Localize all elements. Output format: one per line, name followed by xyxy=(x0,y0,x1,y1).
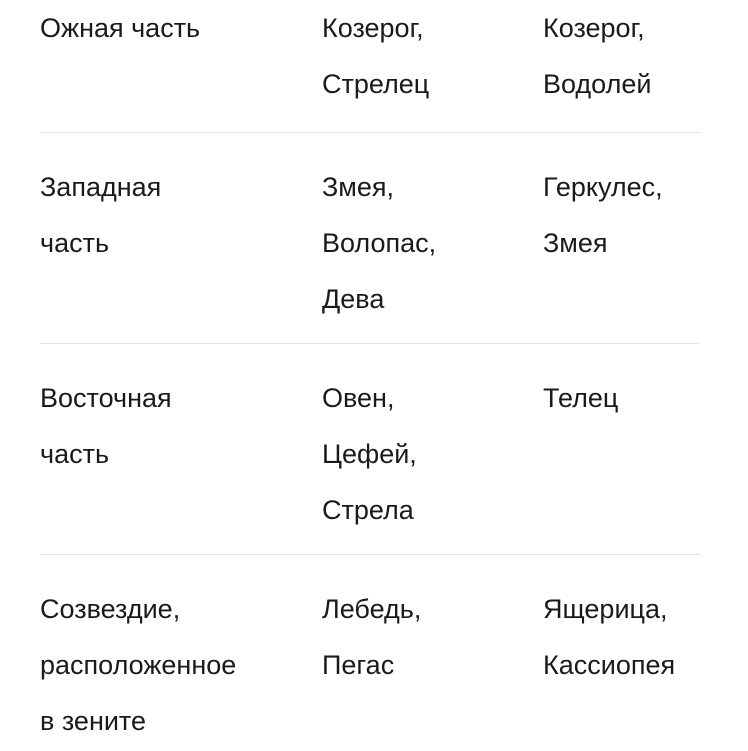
table-row xyxy=(40,343,700,554)
region-line: Западная xyxy=(40,172,162,202)
constellation-cell xyxy=(322,0,543,132)
cell-line: Стрелец xyxy=(322,69,430,99)
cell-line: Змея xyxy=(543,228,608,258)
region-line: часть xyxy=(40,228,110,258)
constellation-cell xyxy=(322,555,543,749)
cell-line: Телец xyxy=(543,383,619,413)
region-line: Ожная часть xyxy=(40,13,201,43)
table-row xyxy=(40,132,700,343)
cell-line: Пегас xyxy=(322,650,395,680)
region-line: часть xyxy=(40,439,110,469)
cell-line: Козерог, xyxy=(322,13,424,43)
region-line: Восточная xyxy=(40,383,172,413)
cell-line: Козерог, xyxy=(543,13,645,43)
cell-line: Ящерица, xyxy=(543,594,668,624)
region-cell xyxy=(40,0,322,132)
cell-line: Кассиопея xyxy=(543,650,676,680)
region-line: расположенное xyxy=(40,650,237,680)
cell-line: Геркулес, xyxy=(543,172,663,202)
table-row xyxy=(40,554,700,749)
constellation-cell xyxy=(543,0,700,132)
cell-line: Змея, xyxy=(322,172,395,202)
cell-line: Овен, xyxy=(322,383,395,413)
cell-line: Водолей xyxy=(543,69,652,99)
region-cell xyxy=(40,344,322,554)
cell-line: Стрела xyxy=(322,495,414,525)
constellations-table xyxy=(40,0,700,749)
table-row xyxy=(40,0,700,132)
cell-line: Цефей, xyxy=(322,439,417,469)
constellation-cell xyxy=(322,133,543,343)
region-line: Созвездие, xyxy=(40,594,181,624)
constellation-cell xyxy=(322,344,543,554)
region-line: в зените xyxy=(40,706,147,736)
constellation-cell xyxy=(543,344,700,554)
cell-line: Волопас, xyxy=(322,228,437,258)
region-cell xyxy=(40,555,322,749)
cell-line: Лебедь, xyxy=(322,594,422,624)
constellation-cell xyxy=(543,555,700,749)
region-cell xyxy=(40,133,322,343)
constellation-cell xyxy=(543,133,700,343)
cell-line: Дева xyxy=(322,284,385,314)
